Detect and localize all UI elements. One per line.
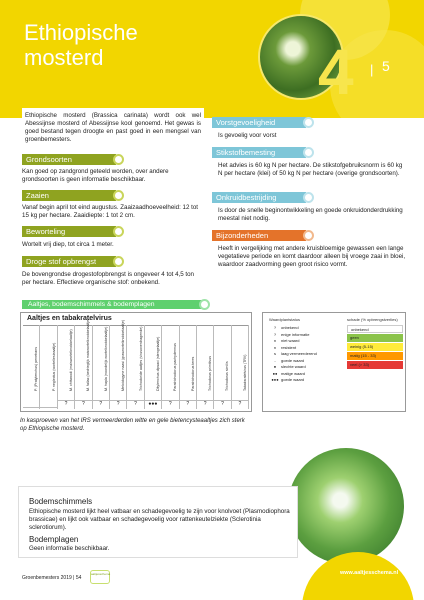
section-stikstof-header: [212, 147, 306, 158]
column-label: Ditylenchus dipsaci (stengelaaltje): [155, 336, 160, 391]
section-beworteling-text: Wortelt vrij diep, tot circa 1 meter.: [22, 241, 114, 248]
section-zaaien-header: [22, 190, 116, 201]
section-title: Zaaien: [26, 191, 49, 200]
table-column: [40, 325, 57, 409]
legend-host-item: [269, 358, 304, 364]
legend-damage-title: schade (% opbrengstverlies): [347, 317, 398, 322]
section-zaaien-text: Vanaf begin april tot eind augustus. Zaaizaadhoeveelheid: 12 tot 15 kg per hectare. Zaaidiepte: 1 tot 2 cm.: [22, 204, 199, 219]
legend-damage-item: weinig (5-15): [347, 343, 403, 351]
column-label: M. chitwoodi (maiswortelknobbelaaltje): [68, 329, 73, 391]
section-title: Onkruidbestrijding: [216, 193, 277, 202]
table-column: [58, 325, 75, 409]
legend-symbol: s: [274, 351, 276, 356]
section-title: Stikstofbemesting: [216, 148, 276, 157]
plagen-text: Geen informatie beschikbaar.: [29, 545, 110, 552]
section-nub: [199, 299, 210, 310]
section-nub: [113, 226, 124, 237]
legend-symbol: n: [273, 338, 277, 343]
legend-symbol: n: [273, 344, 277, 350]
section-nub: [303, 147, 314, 158]
legend-symbol: ?: [273, 331, 277, 337]
legend-host-item: [269, 377, 304, 383]
number-separator: |: [370, 62, 374, 77]
legend-label: slechte waard: [281, 364, 306, 369]
legend-host-item: [269, 325, 299, 331]
legend-label: resistent: [281, 344, 297, 350]
legend-symbol: ●●●: [271, 377, 279, 382]
column-value: ?: [214, 400, 230, 408]
footer-text: Groenbemesters 2019 | 54: [22, 575, 82, 581]
schimmels-title: Bodemschimmels: [29, 497, 93, 506]
header-banner: [0, 0, 424, 118]
column-label: P. (Pratylenchus) penetrans: [34, 346, 39, 391]
column-value: ?: [110, 400, 126, 408]
legend-label: goede waard: [281, 357, 305, 363]
table-column: [110, 319, 127, 409]
aaltjes-table: [20, 312, 252, 412]
column-label: Paratrichodorus teres: [190, 356, 195, 391]
title-line1: Ethiopische: [24, 20, 138, 45]
legend-label: enige informatie: [281, 331, 310, 337]
table-caption: In kasproeven van het IRS vermeerderden witte en gele bietencysteaaltjes zich sterk op Ethiopische mosterd.: [20, 418, 245, 432]
column-value: ?: [93, 400, 109, 408]
legend-host-item: [269, 364, 306, 370]
section-nub: [113, 190, 124, 201]
table-title: Aaltjes en tabakratelvirus: [27, 315, 112, 322]
section-beworteling-header: [22, 226, 116, 237]
table-column: [232, 325, 249, 409]
section-title: Droge stof opbrengst: [26, 257, 97, 266]
section-title: Vorstgevoeligheid: [216, 118, 276, 127]
legend-damage-item: geen: [347, 334, 403, 342]
table-column: [214, 325, 231, 409]
section-nub: [303, 230, 314, 241]
table-column: [127, 325, 144, 409]
column-value: ●●●: [145, 400, 161, 408]
legend-label: matige waard: [281, 370, 306, 376]
legend-box: [262, 312, 406, 412]
legend-host-item: [269, 371, 305, 377]
table-column: [23, 325, 40, 409]
aaltjes-section-bar: [22, 300, 202, 309]
column-label: Trichodoride aaltjes (virusoverdragende): [138, 326, 143, 391]
page-title: [24, 20, 138, 70]
legend-host-item: [269, 338, 299, 344]
plant-photo-bottom: [288, 448, 404, 564]
column-value: ?: [197, 400, 213, 408]
section-bijzonderheden-text: Heeft in vergelijking met andere kruisbloemige gewassen een lange vegetatieve periode en komt daardoor alleen bij vroege zaai in bloei, waardoor zaadvorming geen groot risico vormt.: [218, 245, 406, 268]
section-title: Grondsoorten: [26, 155, 72, 164]
section-title: Bijzonderheden: [216, 231, 269, 240]
column-label: Meloidogyne naasi (graswortelknobbelaaltje): [121, 319, 126, 391]
table-column: [180, 325, 197, 409]
column-label: Trichodorus primitivus: [208, 355, 213, 391]
column-label: Tabaksratelvirus (TRV): [242, 354, 247, 391]
column-value: ?: [232, 400, 248, 408]
section-stikstof-text: Het advies is 60 kg N per hectare. De stikstofgebruiksnorm is 60 kg N per hectare (klei) of 50 kg N per hectare (overige grondsoorten).: [218, 162, 403, 177]
column-label: Trichodorus similis: [225, 361, 230, 391]
legend-host-item: [269, 351, 317, 357]
section-drogestof-text: De bovengrondse drogestofopbrengst is ongeveer 4 tot 4,5 ton per hectare. Effectieve organische stof: onbekend.: [22, 271, 194, 286]
legend-label: laag vermeerderend: [281, 351, 317, 356]
column-label: P. neglectus (wortellesieaaltje): [51, 342, 56, 391]
legend-damage-item: veel (> 33): [347, 361, 403, 369]
column-value: [40, 407, 56, 408]
intro-text: Ethiopische mosterd (Brassica carinata) wordt ook wel Abessijnse mosterd of Abessijnse kool genoemd. Het gewas is goed bestand tegen droogte en past goed in een mengsel van groenbemesters.: [22, 108, 204, 148]
section-title: Beworteling: [26, 227, 66, 236]
footer-logo: aaltjesschema: [90, 570, 110, 584]
section-grondsoorten-text: Kan goed op zandgrond geteeld worden, over andere grondsoorten is geen informatie beschikbaar.: [22, 168, 169, 183]
section-vorst-text: Is gevoelig voor vorst: [218, 132, 277, 139]
section-nub: [303, 192, 314, 203]
schimmels-text: Ethiopische mosterd lijkt heel vatbaar en schadegevoelig te zijn voor knolvoet (Plasmodiophora brassicae) en lijkt ook vatbaar en schadegevoelig voor rattenkeutelziekte (Sclerotinia sclerotiorum).: [29, 508, 290, 531]
section-bijzonderheden-header: [212, 230, 306, 241]
legend-symbol: -: [274, 357, 276, 363]
section-grondsoorten-header: [22, 154, 116, 165]
yellow-circle: [302, 552, 414, 600]
column-value: ?: [75, 400, 91, 408]
legend-host-title: Waardplantstatus: [269, 317, 300, 322]
section-nub: [113, 154, 124, 165]
column-value: ?: [127, 400, 143, 408]
legend-symbol: ●●: [272, 370, 278, 376]
table-column: [75, 318, 92, 409]
legend-symbol: ●: [273, 364, 277, 369]
title-line2: mosterd: [24, 45, 104, 70]
table-column: [145, 325, 162, 409]
bottom-info-box: [18, 486, 298, 558]
section-onkruid-text: Is door de snelle beginontwikkeling en goede onkruidonderdrukking meestal niet nodig.: [218, 207, 403, 222]
column-value: ?: [58, 400, 74, 408]
aaltjes-bar-label: Aaltjes, bodemschimmels & bodemplagen: [28, 301, 155, 308]
section-onkruid-header: [212, 192, 306, 203]
legend-label: niet waard: [281, 338, 300, 343]
legend-label: onbekend: [281, 325, 299, 330]
table-column: [162, 325, 179, 409]
column-label: M. fallax (bedrieglijk maiswortelknobbelaaltje): [86, 318, 91, 391]
column-label: Paratrichodorus pachydermus: [173, 343, 178, 391]
website-link[interactable]: www.aaltjesschema.nl: [340, 570, 399, 576]
plagen-title: Bodemplagen: [29, 535, 79, 544]
column-label: M. hapla (noordelijk wortelknobbelaaltje): [103, 326, 108, 391]
column-value: [23, 407, 39, 408]
section-vorst-header: [212, 117, 306, 128]
legend-label: goede waard: [281, 377, 305, 382]
section-number: 4: [318, 36, 354, 108]
column-value: ?: [162, 400, 178, 408]
table-column: [93, 325, 110, 409]
legend-host-item: [269, 332, 309, 338]
column-value: ?: [180, 400, 196, 408]
page-number: 5: [382, 58, 390, 74]
section-drogestof-header: [22, 256, 116, 267]
bottom-decoration: [278, 412, 424, 600]
legend-damage-item: matig (15 - 33): [347, 352, 403, 360]
legend-symbol: ?: [273, 325, 277, 330]
section-nub: [303, 117, 314, 128]
section-nub: [113, 256, 124, 267]
legend-host-item: [269, 345, 296, 351]
table-column: [197, 325, 214, 409]
legend-damage-item: onbekend: [347, 325, 403, 333]
